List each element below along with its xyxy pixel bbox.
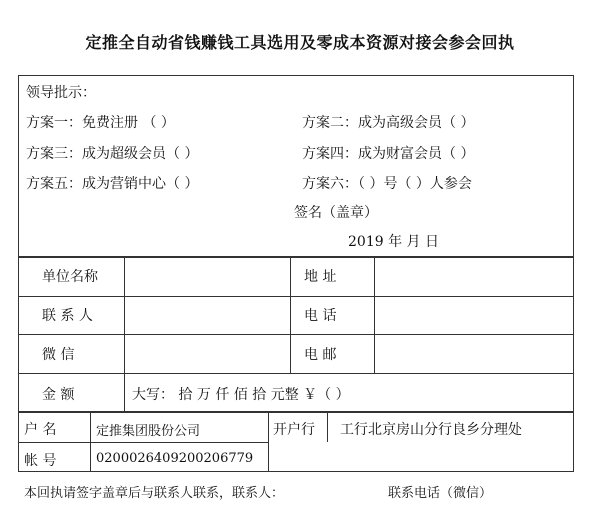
- approval-frame: [18, 75, 574, 257]
- account-number-value: 0200026409200206779: [96, 451, 254, 466]
- plan-2: 方案二：成为高级会员（ ）: [302, 115, 475, 131]
- page-title: 定推全自动省钱赚钱工具选用及零成本资源对接会参会回执: [85, 33, 515, 52]
- account-holder-label: 户 名: [24, 422, 57, 438]
- account-holder-value: 定推集团股份公司: [96, 424, 201, 439]
- bank-value: 工行北京房山分行良乡分理处: [340, 422, 522, 438]
- amount-value: 大写： 拾 万 仟 佰 拾 元整 ￥（ ）: [132, 387, 350, 403]
- footer-contact-phone: 联系电话（微信）: [388, 486, 493, 501]
- plan-5: 方案五：成为营销中心（ ）: [26, 176, 199, 192]
- address-label: 地 址: [304, 269, 337, 285]
- signature-date: 2019 年 月 日: [348, 234, 439, 250]
- footer-note: 本回执请签字盖章后与联系人联系，联系人：: [24, 486, 285, 501]
- amount-label: 金 额: [42, 387, 75, 403]
- account-number-label: 帐 号: [24, 453, 57, 469]
- plan-3: 方案三：成为超级会员（ ）: [26, 146, 199, 162]
- plan-6: 方案六：（ ）号（ ）人参会: [302, 176, 472, 192]
- plan-4: 方案四：成为财富会员（ ）: [302, 146, 475, 162]
- contact-person-label: 联 系 人: [42, 308, 93, 324]
- unit-name-label: 单位名称: [42, 269, 98, 285]
- phone-label: 电 话: [304, 308, 337, 324]
- email-label: 电 邮: [304, 347, 337, 363]
- signature-label: 签名（盖章）: [294, 205, 378, 221]
- leader-approval-label: 领导批示：: [26, 85, 96, 101]
- bank-label: 开户行: [273, 422, 315, 438]
- plan-1: 方案一：免费注册 （ ）: [26, 115, 175, 131]
- wechat-label: 微 信: [42, 347, 75, 363]
